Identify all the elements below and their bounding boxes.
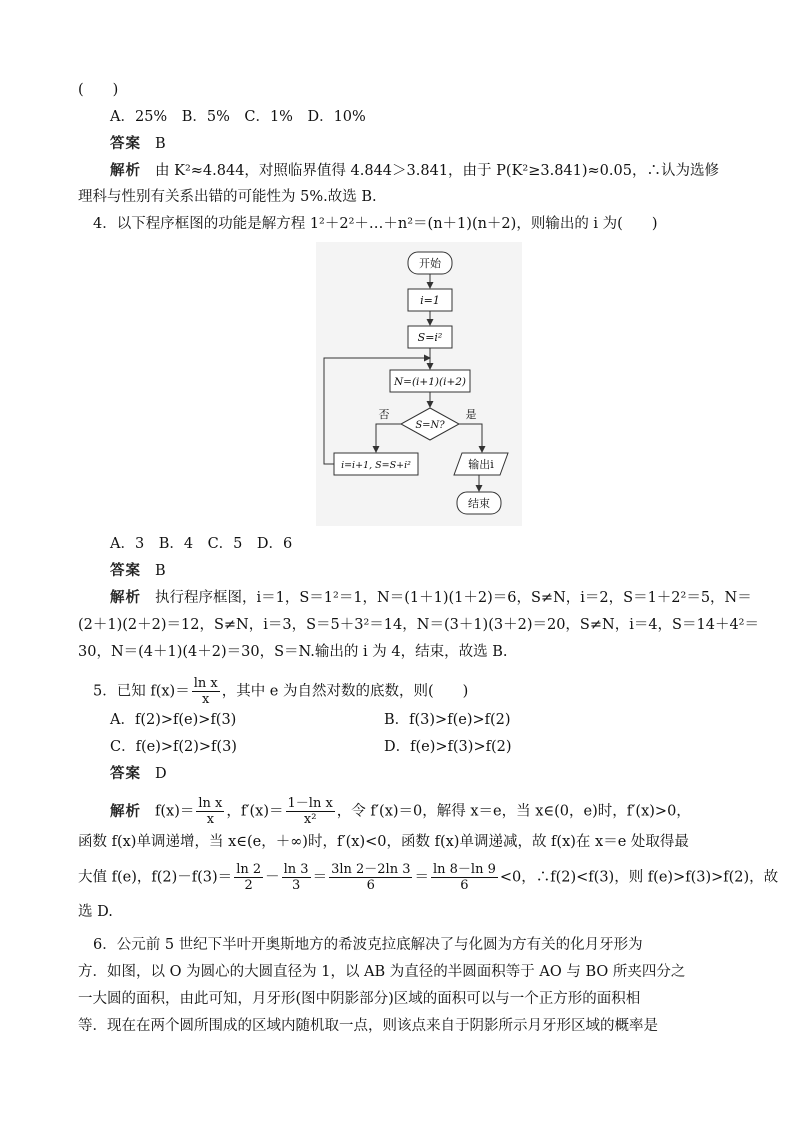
q6-line-1: 6．公元前 5 世纪下半叶开奥斯地方的希波克拉底解决了与化圆为方有关的化月牙形为 bbox=[93, 937, 643, 953]
q5-a3-part: － bbox=[265, 869, 280, 886]
q5-option-c: C．f(e)>f(2)>f(3) bbox=[110, 739, 237, 755]
analysis-label: 解析 bbox=[110, 803, 141, 820]
q5-stem-suffix: ，其中 e 为自然对数的底数，则( ) bbox=[221, 683, 469, 700]
fraction bbox=[282, 862, 311, 893]
fraction-numerator: ln 2 bbox=[236, 862, 262, 877]
q5-analysis-line-4: 选 D. bbox=[78, 904, 113, 920]
answer-label: 答案 bbox=[110, 563, 141, 579]
q3-paren: ( ) bbox=[78, 82, 119, 98]
fraction-denominator: 6 bbox=[366, 878, 375, 893]
q4-analysis-line-2: (2＋1)(2＋2)＝12，S≠N，i＝3，S＝5＋3²＝14，N＝(3＋1)(3＋2)＝20，S≠N，i＝4，S＝14＋4²＝ bbox=[78, 617, 759, 633]
q5-a3-part: ＝ bbox=[414, 869, 429, 886]
fraction-numerator: ln 3 bbox=[283, 862, 309, 877]
q5-analysis-line-1 bbox=[110, 796, 732, 827]
flow-decision-label: S=N? bbox=[415, 420, 445, 431]
flow-output-label: 输出i bbox=[468, 458, 494, 471]
flowchart bbox=[316, 242, 522, 526]
flowchart-svg bbox=[316, 242, 522, 526]
q5-stem bbox=[93, 676, 732, 707]
q3-analysis-text-1: 由 K²≈4.844，对照临界值得 4.844＞3.841，由于 P(K²≥3.841)≈0.05，∴认为选修 bbox=[155, 163, 719, 179]
q5-analysis-line-3 bbox=[78, 862, 779, 893]
flow-compute-n-label: N=(i+1)(i+2) bbox=[393, 376, 467, 388]
flow-update-label: i=i+1, S=S+i² bbox=[341, 460, 411, 471]
answer-label: 答案 bbox=[110, 766, 141, 782]
flow-start-label: 开始 bbox=[419, 257, 441, 270]
fraction-denominator: x² bbox=[303, 812, 317, 827]
q5-stem-fraction bbox=[192, 676, 220, 707]
fraction-denominator: 2 bbox=[244, 878, 253, 893]
fraction bbox=[196, 796, 224, 827]
q3-options: A．25% B．5% C．1% D．10% bbox=[110, 109, 366, 125]
fraction-denominator: x bbox=[206, 812, 215, 827]
q5-option-a: A．f(2)>f(e)>f(3) bbox=[110, 712, 237, 728]
q5-option-d: D．f(e)>f(3)>f(2) bbox=[384, 739, 512, 755]
q5-option-b: B．f(3)>f(e)>f(2) bbox=[384, 712, 511, 728]
q4-analysis-line-1 bbox=[110, 588, 752, 608]
q5-a3-part: ＝ bbox=[312, 869, 328, 886]
q3-answer bbox=[110, 134, 732, 154]
q5-stem-prefix: 5．已知 f(x)＝ bbox=[93, 683, 190, 700]
q5-a1-part: f(x)＝ bbox=[155, 803, 195, 820]
fraction bbox=[431, 862, 498, 893]
answer-label: 答案 bbox=[110, 136, 141, 152]
fraction-denominator: x bbox=[202, 692, 210, 707]
q3-analysis-line-2: 理科与性别有关系出错的可能性为 5%.故选 B. bbox=[78, 189, 377, 205]
flow-init-i-label: i=1 bbox=[420, 294, 440, 307]
fraction bbox=[286, 796, 335, 827]
q5-a1-part: ，f′(x)＝ bbox=[226, 803, 284, 820]
q5-answer bbox=[110, 764, 732, 784]
q4-options: A．3 B．4 C．5 D．6 bbox=[110, 536, 293, 552]
q4-analysis-line-3: 30，N＝(4＋1)(4＋2)＝30，S＝N.输出的 i 为 4，结束，故选 B. bbox=[78, 644, 508, 660]
q5-a3-part: 大值 f(e)，f(2)－f(3)＝ bbox=[78, 869, 233, 886]
flow-end-label: 结束 bbox=[468, 497, 490, 510]
flow-no-label: 否 bbox=[378, 408, 390, 421]
q3-answer-value: B bbox=[155, 136, 166, 152]
analysis-label: 解析 bbox=[110, 163, 141, 179]
q3-analysis-line-1 bbox=[110, 161, 732, 181]
q4-answer bbox=[110, 561, 732, 581]
fraction bbox=[234, 862, 263, 893]
q6-line-2: 方．如图，以 O 为圆心的大圆直径为 1，以 AB 为直径的半圆面积等于 AO 与 BO 所夹四分之 bbox=[78, 964, 686, 980]
q6-line-4: 等．现在在两个圆所围成的区域内随机取一点，则该点来自于阴影所示月牙形区域的概率是 bbox=[78, 1018, 658, 1034]
fraction-numerator: ln x bbox=[198, 796, 223, 811]
analysis-label: 解析 bbox=[110, 590, 141, 606]
q5-answer-value: D bbox=[155, 766, 167, 782]
q4-answer-value: B bbox=[155, 563, 166, 579]
flow-init-s-label: S=i² bbox=[417, 331, 443, 344]
fraction-numerator: 1－ln x bbox=[287, 796, 333, 811]
q4-stem: 4．以下程序框图的功能是解方程 1²＋2²＋…＋n²＝(n＋1)(n＋2)，则输出的 i 为( ) bbox=[93, 216, 658, 232]
q6-line-3: 一大圆的面积，由此可知，月牙形(图中阴影部分)区域的面积可以与一个正方形的面积相 bbox=[78, 991, 641, 1007]
q5-a3-part: <0，∴f(2)<f(3)，则 f(e)>f(3)>f(2)，故 bbox=[499, 869, 779, 886]
fraction bbox=[329, 862, 412, 893]
fraction-numerator: ln x bbox=[193, 676, 218, 691]
flow-yes-label: 是 bbox=[465, 408, 477, 421]
fraction-denominator: 6 bbox=[460, 878, 469, 893]
fraction-numerator: ln 8－ln 9 bbox=[432, 862, 496, 877]
q5-analysis-line-2: 函数 f(x)单调递增，当 x∈(e，＋∞)时，f′(x)<0，函数 f(x)单调递减，故 f(x)在 x＝e 处取得最 bbox=[78, 834, 689, 850]
fraction-denominator: 3 bbox=[291, 878, 301, 893]
q4-analysis-text-1: 执行程序框图，i＝1，S＝1²＝1，N＝(1＋1)(1＋2)＝6，S≠N，i＝2，S＝1＋2²＝5，N＝ bbox=[155, 590, 752, 606]
fraction-numerator: 3ln 2－2ln 3 bbox=[331, 862, 411, 877]
q5-a1-part: ，令 f′(x)＝0，解得 x＝e，当 x∈(0，e)时，f′(x)>0， bbox=[336, 803, 691, 820]
